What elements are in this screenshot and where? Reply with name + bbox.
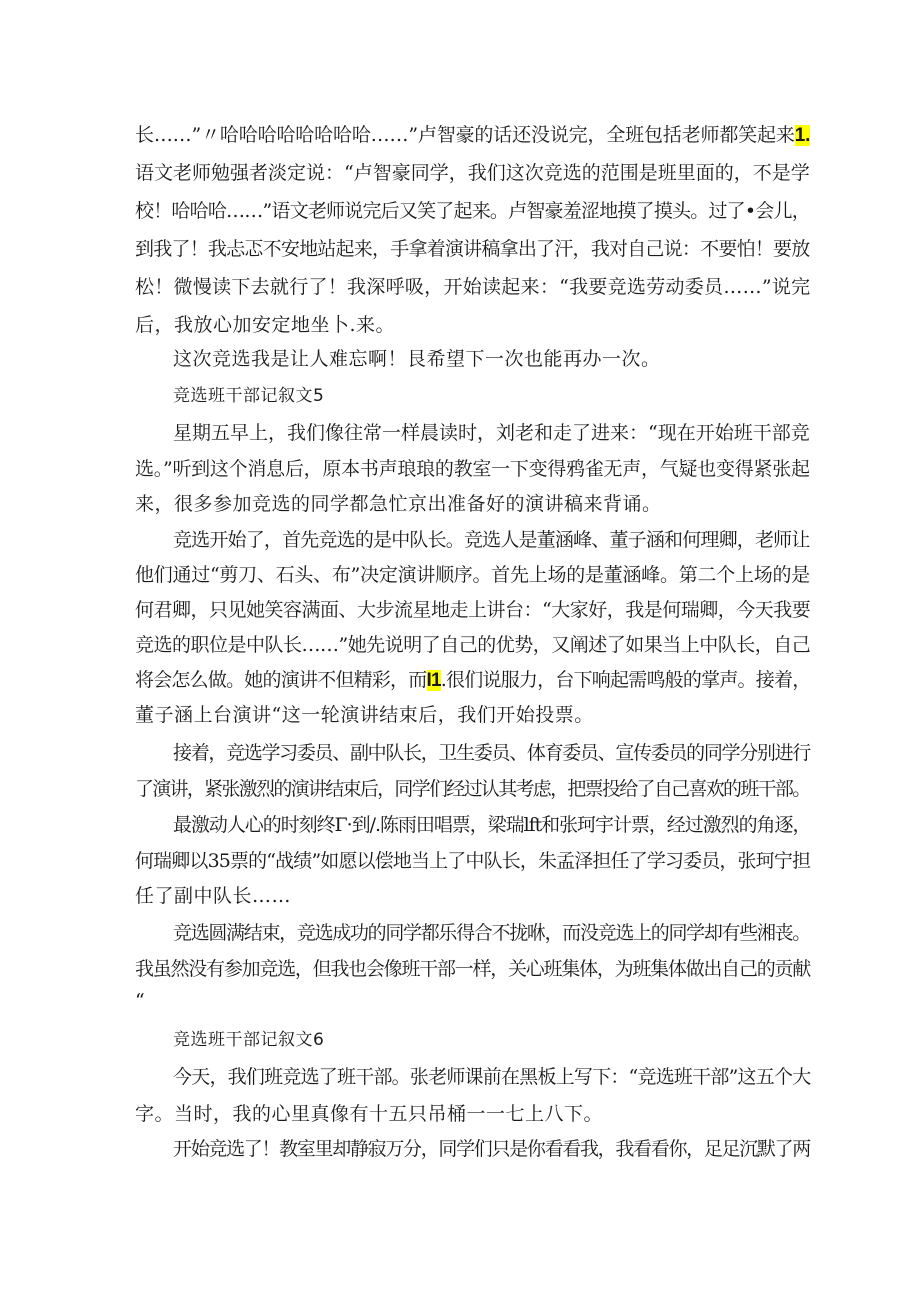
section-heading: 竞选班干部记叙文6 (173, 1030, 325, 1050)
text-line: 将会怎么做。她的演讲不但精彩，而I1.很们说服力，台下响起需鸣般的掌声。接着， (135, 669, 811, 691)
text-line: 竞选的职位是中队长……”她先说明了自己的优势，又阐述了如果当上中队长，自己 (135, 634, 811, 656)
text-line: 我虽然没有参加竞选，但我也会像班干部一样，关心班集体，为班集体做出自己的贡献 (135, 958, 811, 980)
text-line: 今天，我们班竞选了班干部。张老师课前在黑板上写下：“竞选班干部”这五个大 (173, 1066, 811, 1088)
text-line: 开始竞选了！教室里却静寂万分，同学们只是你看看我，我看看你，足足沉默了两 (173, 1138, 811, 1160)
section-heading: 竞选班干部记叙文5 (173, 386, 325, 406)
text-line: 选。”听到这个消息后，原本书声琅琅的教室一下变得鸦雀无声，气疑也变得紧张起 (135, 458, 810, 480)
text-line: 来，很多参加竞选的同学都急忙京出准备好的演讲稿来背诵。 (135, 493, 662, 515)
text-line: 任了副中队长…… (135, 885, 292, 907)
text-line: 了演讲，紧张激烈的演讲结束后，同学们经过认其考虑，把票投给了自己喜欢的班干部。 (135, 778, 810, 800)
text-line: 长……”〃哈哈哈哈哈哈哈哈……”卢智豪的话还没说完，全班包括老师都笑起来1. (135, 124, 811, 146)
text-line: “ (135, 990, 146, 1012)
text-line: 松！微慢读下去就行了！我深呼吸，开始读起来：“我要竞选劳动委员……”说完 (135, 276, 811, 298)
text-line: 何君卿，只见她笑容满面、大步流星地走上讲台：“大家好，我是何瑞卿，今天我要 (135, 599, 811, 621)
text-line: 星期五早上，我们像往常一样晨读时，刘老和走了进来：“现在开始班干部竞 (173, 422, 810, 444)
text-line: 字。当时，我的心里真像有十五只吊桶一一七上八下。 (135, 1103, 604, 1125)
text-line: 这次竞选我是让人难忘啊！艮希望下一次也能再办一次。 (173, 348, 661, 370)
text-line: 校！哈哈哈……”语文老师说完后又笑了起来。卢智豪羞涩地摸了摸头。过了•会儿， (135, 200, 810, 222)
highlight-mark: 1. (794, 125, 811, 146)
text-line: 接着，竞选学习委员、副中队长，卫生委员、体育委员、宣传委员的同学分别进行 (173, 742, 811, 764)
text-line: 何瑞卿以35票的“战绩”如愿以偿地当上了中队长，朱孟泽担任了学习委员，张珂宁担 (135, 850, 811, 872)
text-line: 竞选圆满结束，竞选成功的同学都乐得合不拢咻，而没竞选上的同学却有些湘丧。 (173, 922, 811, 944)
text-line: 董子涵上台演讲“这一轮演讲结束后，我们开始投票。 (135, 704, 594, 726)
text-line: 他们通过“剪刀、石头、布”决定演讲顺序。首先上场的是董涵峰。第二个上场的是 (135, 564, 810, 586)
text-line: 到我了！我忐忑不安地站起来，手拿着演讲稿拿出了汗，我对自己说：不要怕！要放 (135, 238, 810, 260)
text-line: 语文老师勉强者淡定说：“卢智豪同学，我们这次竞选的范围是班里面的，不是学 (135, 162, 810, 184)
highlight-mark: I1 (426, 670, 441, 691)
text-line: 最激动人心的时刻终Γ·到/.陈雨田唱票，梁瑞lft和张珂宇计票，经过激烈的角逐， (173, 814, 811, 836)
text-line: 竞选开始了，首先竞选的是中队长。竞选人是董涵峰、董子涵和何理卿，老师让 (173, 529, 810, 551)
text-line: 后，我放心加安定地坐卜.来。 (135, 314, 396, 336)
